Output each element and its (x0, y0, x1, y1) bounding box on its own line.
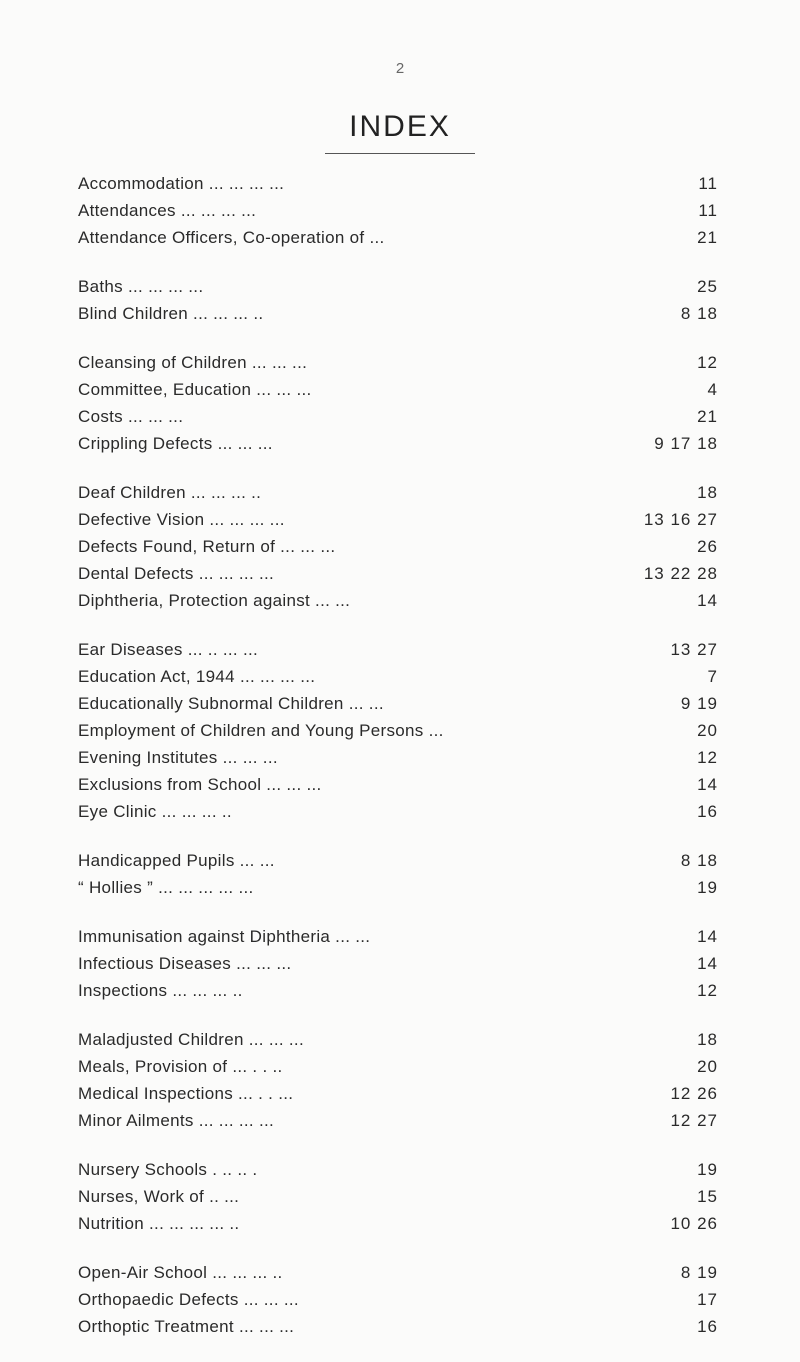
index-entry (78, 273, 718, 300)
index-entry (78, 950, 718, 977)
entry-pages: 14 (697, 591, 718, 610)
entry-label: Orthoptic Treatment ... ... ... (78, 1317, 295, 1336)
index-entry (78, 479, 718, 506)
index-entry (78, 771, 718, 798)
entry-pages: 14 (697, 954, 718, 973)
entry-label: Inspections ... ... ... .. (78, 981, 243, 1000)
entry-label: Orthopaedic Defects ... ... ... (78, 1290, 299, 1309)
entry-label: Meals, Provision of ... . . .. (78, 1057, 283, 1076)
entry-pages: 15 (697, 1187, 718, 1206)
entry-label: Deaf Children ... ... ... .. (78, 483, 262, 502)
index-entry (78, 403, 718, 430)
index-entry (78, 300, 718, 327)
entry-pages: 19 (697, 1160, 718, 1179)
entry-label: Open-Air School ... ... ... .. (78, 1263, 283, 1282)
entry-label: “ Hollies ” ... ... ... ... ... (78, 878, 254, 897)
index-group (78, 636, 718, 825)
index-entry (78, 170, 718, 197)
entry-pages: 7 (707, 667, 718, 686)
entry-label: Educationally Subnormal Children ... ... (78, 694, 384, 713)
entry-pages: 12 26 (670, 1084, 718, 1103)
index-entry (78, 977, 718, 1004)
entry-pages: 16 (697, 1317, 718, 1336)
entry-label: Diphtheria, Protection against ... ... (78, 591, 351, 610)
index-group (78, 349, 718, 457)
entry-label: Baths ... ... ... ... (78, 277, 204, 296)
index-entry (78, 717, 718, 744)
index-entry (78, 1053, 718, 1080)
entry-pages: 8 19 (680, 1263, 718, 1282)
entry-pages: 25 (697, 277, 718, 296)
index-entry (78, 923, 718, 950)
index-entry (78, 430, 718, 457)
index-entry (78, 376, 718, 403)
entry-label: Evening Institutes ... ... ... (78, 748, 278, 767)
index-entry (78, 1156, 718, 1183)
entry-label: Infectious Diseases ... ... ... (78, 954, 292, 973)
index-entry (78, 1026, 718, 1053)
entry-label: Costs ... ... ... (78, 407, 184, 426)
entry-label: Nurses, Work of .. ... (78, 1187, 240, 1206)
index-group (78, 479, 718, 614)
entry-pages: 9 19 (680, 694, 718, 713)
index-entry (78, 663, 718, 690)
index-entry (78, 1313, 718, 1340)
entry-pages: 14 (697, 775, 718, 794)
entry-label: Blind Children ... ... ... .. (78, 304, 264, 323)
index-group (78, 1156, 718, 1237)
entry-label: Ear Diseases ... .. ... ... (78, 640, 259, 659)
index-group (78, 1026, 718, 1134)
index-entry (78, 506, 718, 533)
entry-label: Crippling Defects ... ... ... (78, 434, 273, 453)
entry-pages: 11 (698, 201, 718, 220)
entry-label: Eye Clinic ... ... ... .. (78, 802, 232, 821)
entry-pages: 10 26 (670, 1214, 718, 1233)
entry-pages: 17 (697, 1290, 718, 1309)
entry-label: Exclusions from School ... ... ... (78, 775, 322, 794)
entry-label: Minor Ailments ... ... ... ... (78, 1111, 275, 1130)
entry-pages: 14 (697, 927, 718, 946)
entry-pages: 9 17 18 (654, 434, 718, 453)
page-title: INDEX (349, 110, 451, 143)
entry-label: Nutrition ... ... ... ... .. (78, 1214, 240, 1233)
index-entry (78, 224, 718, 251)
entry-label: Medical Inspections ... . . ... (78, 1084, 294, 1103)
entry-pages: 19 (697, 878, 718, 897)
entry-pages: 21 (697, 407, 718, 426)
entry-pages: 12 (697, 353, 718, 372)
index-group (78, 923, 718, 1004)
entry-pages: 12 (697, 981, 718, 1000)
index-entry (78, 1107, 718, 1134)
entry-pages: 26 (697, 537, 718, 556)
index-entry (78, 587, 718, 614)
entry-label: Maladjusted Children ... ... ... (78, 1030, 304, 1049)
index-entry (78, 1259, 718, 1286)
index-entry (78, 1286, 718, 1313)
page-number: 2 (395, 60, 405, 77)
entry-pages: 12 (697, 748, 718, 767)
entry-pages: 18 (697, 483, 718, 502)
entry-label: Immunisation against Diphtheria ... ... (78, 927, 371, 946)
index-entry (78, 1080, 718, 1107)
entry-pages: 13 16 27 (643, 510, 718, 529)
index-entry (78, 1183, 718, 1210)
entry-label: Committee, Education ... ... ... (78, 380, 312, 399)
entry-pages: 20 (697, 1057, 718, 1076)
entry-pages: 21 (697, 228, 718, 247)
entry-pages: 4 (707, 380, 718, 399)
index-entry (78, 533, 718, 560)
index-group (78, 1259, 718, 1340)
entry-pages: 18 (697, 1030, 718, 1049)
entry-label: Employment of Children and Young Persons ... (78, 721, 444, 740)
entry-pages: 8 18 (680, 304, 718, 323)
index-entries (78, 170, 718, 1362)
title-underline (325, 153, 475, 154)
index-entry (78, 690, 718, 717)
entry-label: Attendances ... ... ... ... (78, 201, 257, 220)
index-group (78, 847, 718, 901)
index-entry (78, 349, 718, 376)
entry-pages: 20 (697, 721, 718, 740)
entry-label: Defects Found, Return of ... ... ... (78, 537, 336, 556)
index-entry (78, 847, 718, 874)
entry-pages: 12 27 (670, 1111, 718, 1130)
entry-label: Defective Vision ... ... ... ... (78, 510, 285, 529)
index-entry (78, 874, 718, 901)
entry-pages: 8 18 (680, 851, 718, 870)
entry-pages: 13 27 (670, 640, 718, 659)
index-entry (78, 197, 718, 224)
entry-label: Dental Defects ... ... ... ... (78, 564, 275, 583)
entry-pages: 11 (698, 174, 718, 193)
entry-label: Handicapped Pupils ... ... (78, 851, 275, 870)
index-entry (78, 636, 718, 663)
entry-label: Cleansing of Children ... ... ... (78, 353, 308, 372)
index-entry (78, 798, 718, 825)
index-entry (78, 744, 718, 771)
entry-pages: 13 22 28 (643, 564, 718, 583)
entry-label: Accommodation ... ... ... ... (78, 174, 285, 193)
entry-label: Nursery Schools . .. .. . (78, 1160, 258, 1179)
entry-pages: 16 (697, 802, 718, 821)
index-group (78, 170, 718, 251)
index-entry (78, 560, 718, 587)
index-entry (78, 1210, 718, 1237)
entry-label: Education Act, 1944 ... ... ... ... (78, 667, 316, 686)
index-group (78, 273, 718, 327)
entry-label: Attendance Officers, Co-operation of ... (78, 228, 385, 247)
